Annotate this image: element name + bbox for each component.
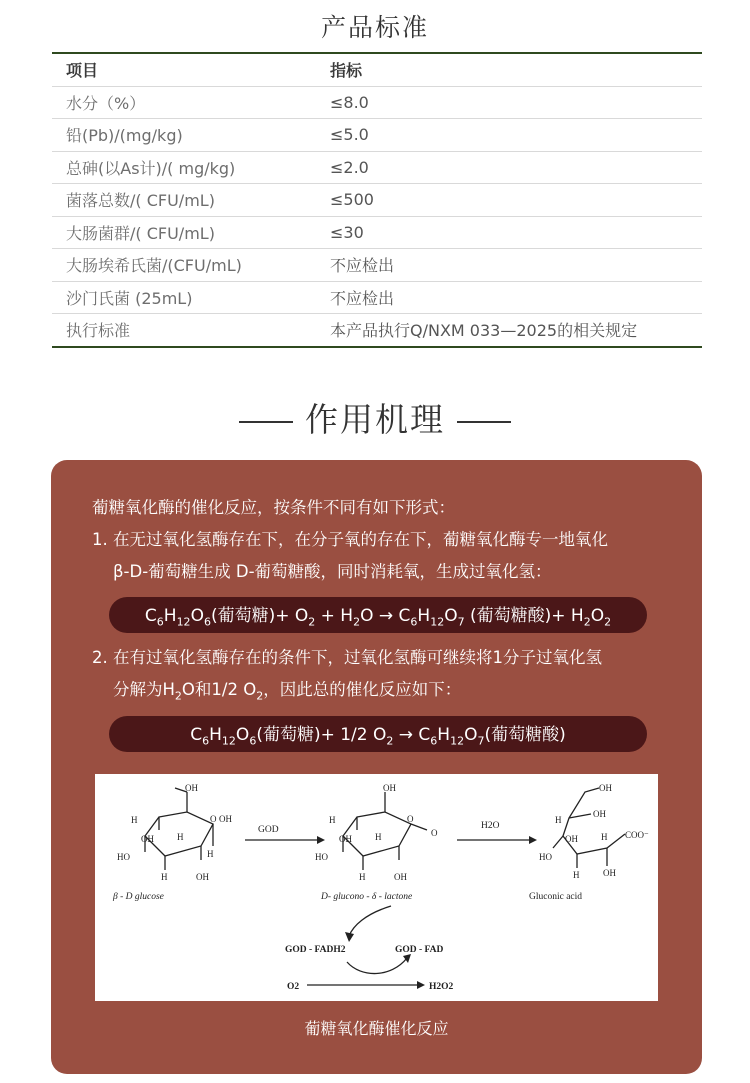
gluconic-oh-right: OH — [593, 809, 606, 819]
formula-2 — [109, 716, 647, 752]
cycle-arrow-left — [349, 906, 391, 936]
god-fad-label: GOD - FAD — [395, 945, 444, 955]
reaction-diagram — [95, 774, 658, 1001]
row-item: 菌落总数/( CFU/mL) — [66, 191, 215, 211]
standard-table — [52, 52, 702, 348]
god-fadh2-label: GOD - FADH2 — [285, 945, 346, 955]
glucose-h1: H — [131, 815, 138, 825]
lactone-h1: H — [329, 815, 336, 825]
h2o-arrowhead — [529, 836, 537, 844]
lactone-oh-bottom: OH — [394, 872, 407, 882]
glucose-o: O — [210, 814, 217, 824]
glucose-oh-bottom: OH — [196, 872, 209, 882]
o2-label: O2 — [287, 982, 300, 992]
god-arrowhead — [317, 836, 325, 844]
point1-line1: 1. 在无过氧化氢酶存在下，在分子氧的存在下，葡糖氧化酶专一地氧化 — [92, 530, 608, 549]
gluconic-oh-mid: OH — [565, 834, 578, 844]
glucose-h3: H — [207, 849, 214, 859]
beta-glucose-label: β - D glucose — [113, 892, 164, 902]
glucose-oh-mid: OH — [141, 834, 154, 844]
point2-line1: 2. 在有过氧化氢酶存在的条件下，过氧化氢酶可继续将1分子过氧化氢 — [92, 648, 602, 667]
table-header — [52, 54, 702, 87]
formula-1 — [109, 597, 647, 633]
lactone-oh-mid: OH — [339, 834, 352, 844]
formula2-reactants: $C_6H_{12}O_6$(葡萄糖)+ 1/2 $O_2 \to C_6H_{12}O_7$(葡萄糖酸) — [190, 725, 566, 748]
lactone-h2: H — [375, 832, 382, 842]
mechanism-card — [51, 460, 702, 1074]
table-row — [52, 282, 702, 315]
row-value: ≤500 — [330, 190, 374, 210]
glucose-ho: HO — [117, 852, 130, 862]
row-value: 本产品执行Q/NXM 033—2025的相关规定 — [330, 321, 638, 341]
point2-line2: 分解为$H_2O$和1/2 $O_2$，因此总的催化反应如下： — [113, 680, 462, 703]
row-item: 沙门氏菌 (25mL) — [66, 288, 193, 308]
diagram-caption: 葡糖氧化酶催化反应 — [304, 1019, 449, 1038]
cycle-arrowhead-left — [345, 932, 354, 942]
o2-arrowhead — [417, 981, 425, 989]
gluconic-coo: COO⁻ — [625, 830, 649, 840]
lactone-o: O — [407, 814, 414, 824]
gluconic-ho: HO — [539, 852, 552, 862]
gluconic-oh-bottom: OH — [603, 868, 616, 878]
lactone-ho: HO — [315, 852, 328, 862]
header-value: 指标 — [330, 61, 363, 81]
row-item: 水分（%） — [66, 93, 146, 113]
glucose-h4: H — [161, 872, 168, 882]
lactone-oh-top: OH — [383, 783, 396, 793]
header-item: 项目 — [66, 61, 99, 81]
gluconic-structure — [553, 788, 625, 868]
title-dash-left — [239, 421, 293, 423]
glucose-oh-top: OH — [185, 783, 198, 793]
glucose-h2: H — [177, 832, 184, 842]
row-value: ≤30 — [330, 222, 364, 242]
table-row — [52, 249, 702, 282]
gluconic-h1: H — [555, 815, 562, 825]
lactone-label: D- glucono - δ - lactone — [321, 892, 413, 902]
mechanism-title-text: 作用机理 — [305, 400, 445, 439]
table-row — [52, 119, 702, 152]
lactone-structure — [343, 792, 427, 870]
lactone-h4: H — [359, 872, 366, 882]
reaction-diagram-svg — [95, 774, 658, 1001]
title-dash-right — [457, 421, 511, 423]
row-item: 执行标准 — [66, 321, 131, 341]
beta-glucose-structure — [145, 788, 213, 870]
lactone-carbonyl-o: O — [431, 828, 438, 838]
cycle-arrow-bottom — [347, 958, 407, 974]
row-value: ≤8.0 — [330, 92, 369, 112]
table-row — [52, 87, 702, 120]
row-value: 不应检出 — [330, 256, 395, 276]
h2o-label: H2O — [481, 821, 500, 831]
row-value: ≤5.0 — [330, 125, 369, 145]
gluconic-oh-top: OH — [599, 783, 612, 793]
point1-line2: β-D-葡萄糖生成 D-葡萄糖酸，同时消耗氧，生成过氧化氢： — [113, 562, 552, 581]
row-item: 铅(Pb)/(mg/kg) — [66, 126, 183, 146]
row-value: ≤2.0 — [330, 157, 369, 177]
row-value: 不应检出 — [330, 288, 395, 308]
mechanism-title — [0, 394, 750, 441]
table-row — [52, 314, 702, 346]
row-item: 大肠埃希氏菌/(CFU/mL) — [66, 256, 242, 276]
standard-title: 产品标准 — [320, 13, 429, 42]
table-row — [52, 184, 702, 217]
gluconic-label: Gluconic acid — [529, 892, 583, 902]
formula1-reactants: $C_6H_{12}O_6$(葡萄糖)+ $O_2 + H_2O \to C_6H_{12}O_7$ (葡萄糖酸)+ $H_2O_2$ — [144, 606, 612, 629]
row-item: 总砷(以As计)/( mg/kg) — [66, 158, 236, 178]
intro-text: 葡糖氧化酶的催化反应，按条件不同有如下形式： — [92, 498, 455, 517]
row-item: 大肠菌群/( CFU/mL) — [66, 223, 215, 243]
glucose-oh-right: OH — [219, 814, 232, 824]
gluconic-h2: H — [601, 832, 608, 842]
god-label: GOD — [258, 825, 279, 835]
table-row — [52, 217, 702, 250]
h2o2-label: H2O2 — [429, 982, 454, 992]
table-row — [52, 152, 702, 185]
gluconic-h4: H — [573, 870, 580, 880]
